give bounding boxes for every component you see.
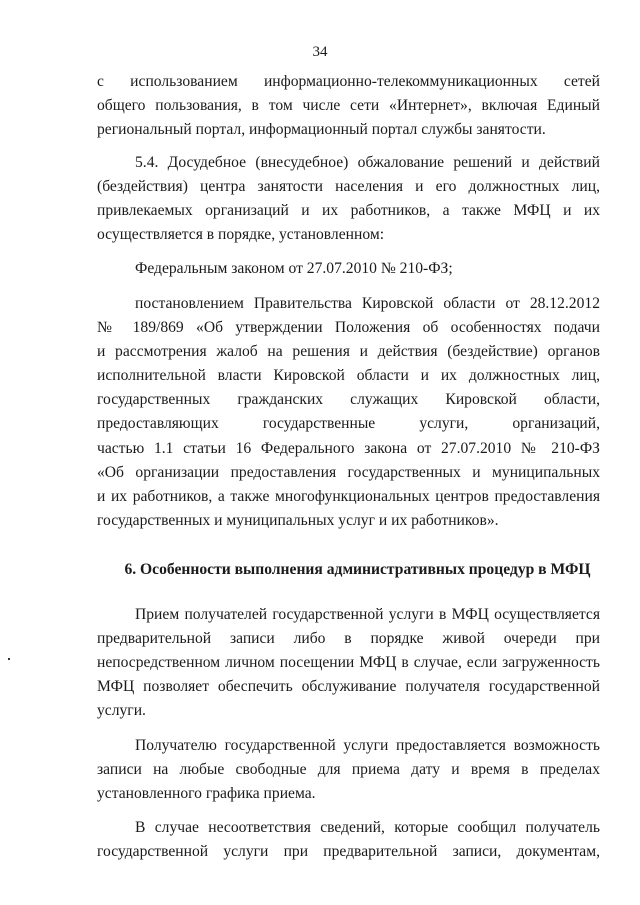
- text-line: государственных гражданских служащих Кировской области,: [97, 391, 600, 409]
- paragraph-internet-portals: [97, 70, 600, 143]
- text-line: Получателю государственной услуги предоставляется возможность: [135, 736, 600, 754]
- text-line: государственных и муниципальных услуг и их работников».: [97, 512, 499, 530]
- paragraph-federal-law: [97, 257, 600, 281]
- text-line: и их работников, а также многофункциональных центров предоставления: [97, 488, 600, 506]
- margin-dot: [8, 658, 10, 660]
- text-line: (бездействия) центра занятости населения и его должностных лиц,: [97, 177, 600, 195]
- section-heading: 6. Особенности выполнения административных процедур в МФЦ: [124, 561, 591, 579]
- text-line: предварительной записи либо в порядке живой очереди при: [97, 629, 600, 647]
- paragraph-reception: [97, 603, 600, 724]
- text-line: и рассмотрения жалоб на решения и действия (бездействие) органов: [97, 342, 600, 360]
- text-line: № 189/869 «Об утверждении Положения об особенностях подачи: [97, 318, 600, 336]
- text-line: привлекаемых организаций и их работников, а также МФЦ и их: [97, 201, 600, 219]
- text-line: постановлением Правительства Кировской области от 28.12.2012: [135, 294, 600, 312]
- text-line: МФЦ позволяет обеспечить обслуживание получателя государственной: [97, 678, 600, 696]
- page-number: 34: [312, 44, 328, 60]
- text-line: непосредственном личном посещении МФЦ в случае, если загруженность: [97, 654, 600, 672]
- text-line: услуги.: [97, 702, 146, 720]
- text-line: Прием получателей государственной услуги в МФЦ осуществляется: [135, 605, 600, 623]
- paragraph-mismatch: [97, 816, 600, 864]
- text-line: «Об организации предоставления государственных и муниципальных: [97, 463, 600, 481]
- text-line: 5.4. Досудебное (внесудебное) обжалование решений и действий: [135, 153, 600, 171]
- text-line: с использованием информационно-телекоммуникационных сетей: [97, 73, 600, 90]
- paragraph-appointment: [97, 734, 600, 807]
- text-line: государственной услуги при предварительной записи, документам,: [97, 843, 600, 861]
- text-line: В случае несоответствия сведений, которые сообщил получатель: [135, 819, 600, 837]
- text-line: региональный портал, информационный портал службы занятости.: [97, 121, 546, 139]
- paragraph-5-4: [97, 151, 600, 248]
- text-line: осуществляется в порядке, установленном:: [97, 226, 385, 244]
- text-line: установленного графика приема.: [97, 784, 316, 802]
- text-line: предоставляющих государственные услуги, организаций,: [97, 415, 600, 433]
- text-line: записи на любые свободные для приема дату и время в пределах: [97, 760, 600, 778]
- text-line: общего пользования, в том числе сети «Интернет», включая Единый: [97, 97, 600, 115]
- document-body: [97, 70, 600, 865]
- text-line: частью 1.1 статьи 16 Федерального закона от 27.07.2010 № 210-ФЗ: [97, 439, 600, 457]
- paragraph-resolution: [97, 292, 600, 534]
- text-line: исполнительной власти Кировской области и их должностных лиц,: [97, 367, 600, 385]
- text-line: Федеральным законом от 27.07.2010 № 210-ФЗ;: [135, 260, 453, 278]
